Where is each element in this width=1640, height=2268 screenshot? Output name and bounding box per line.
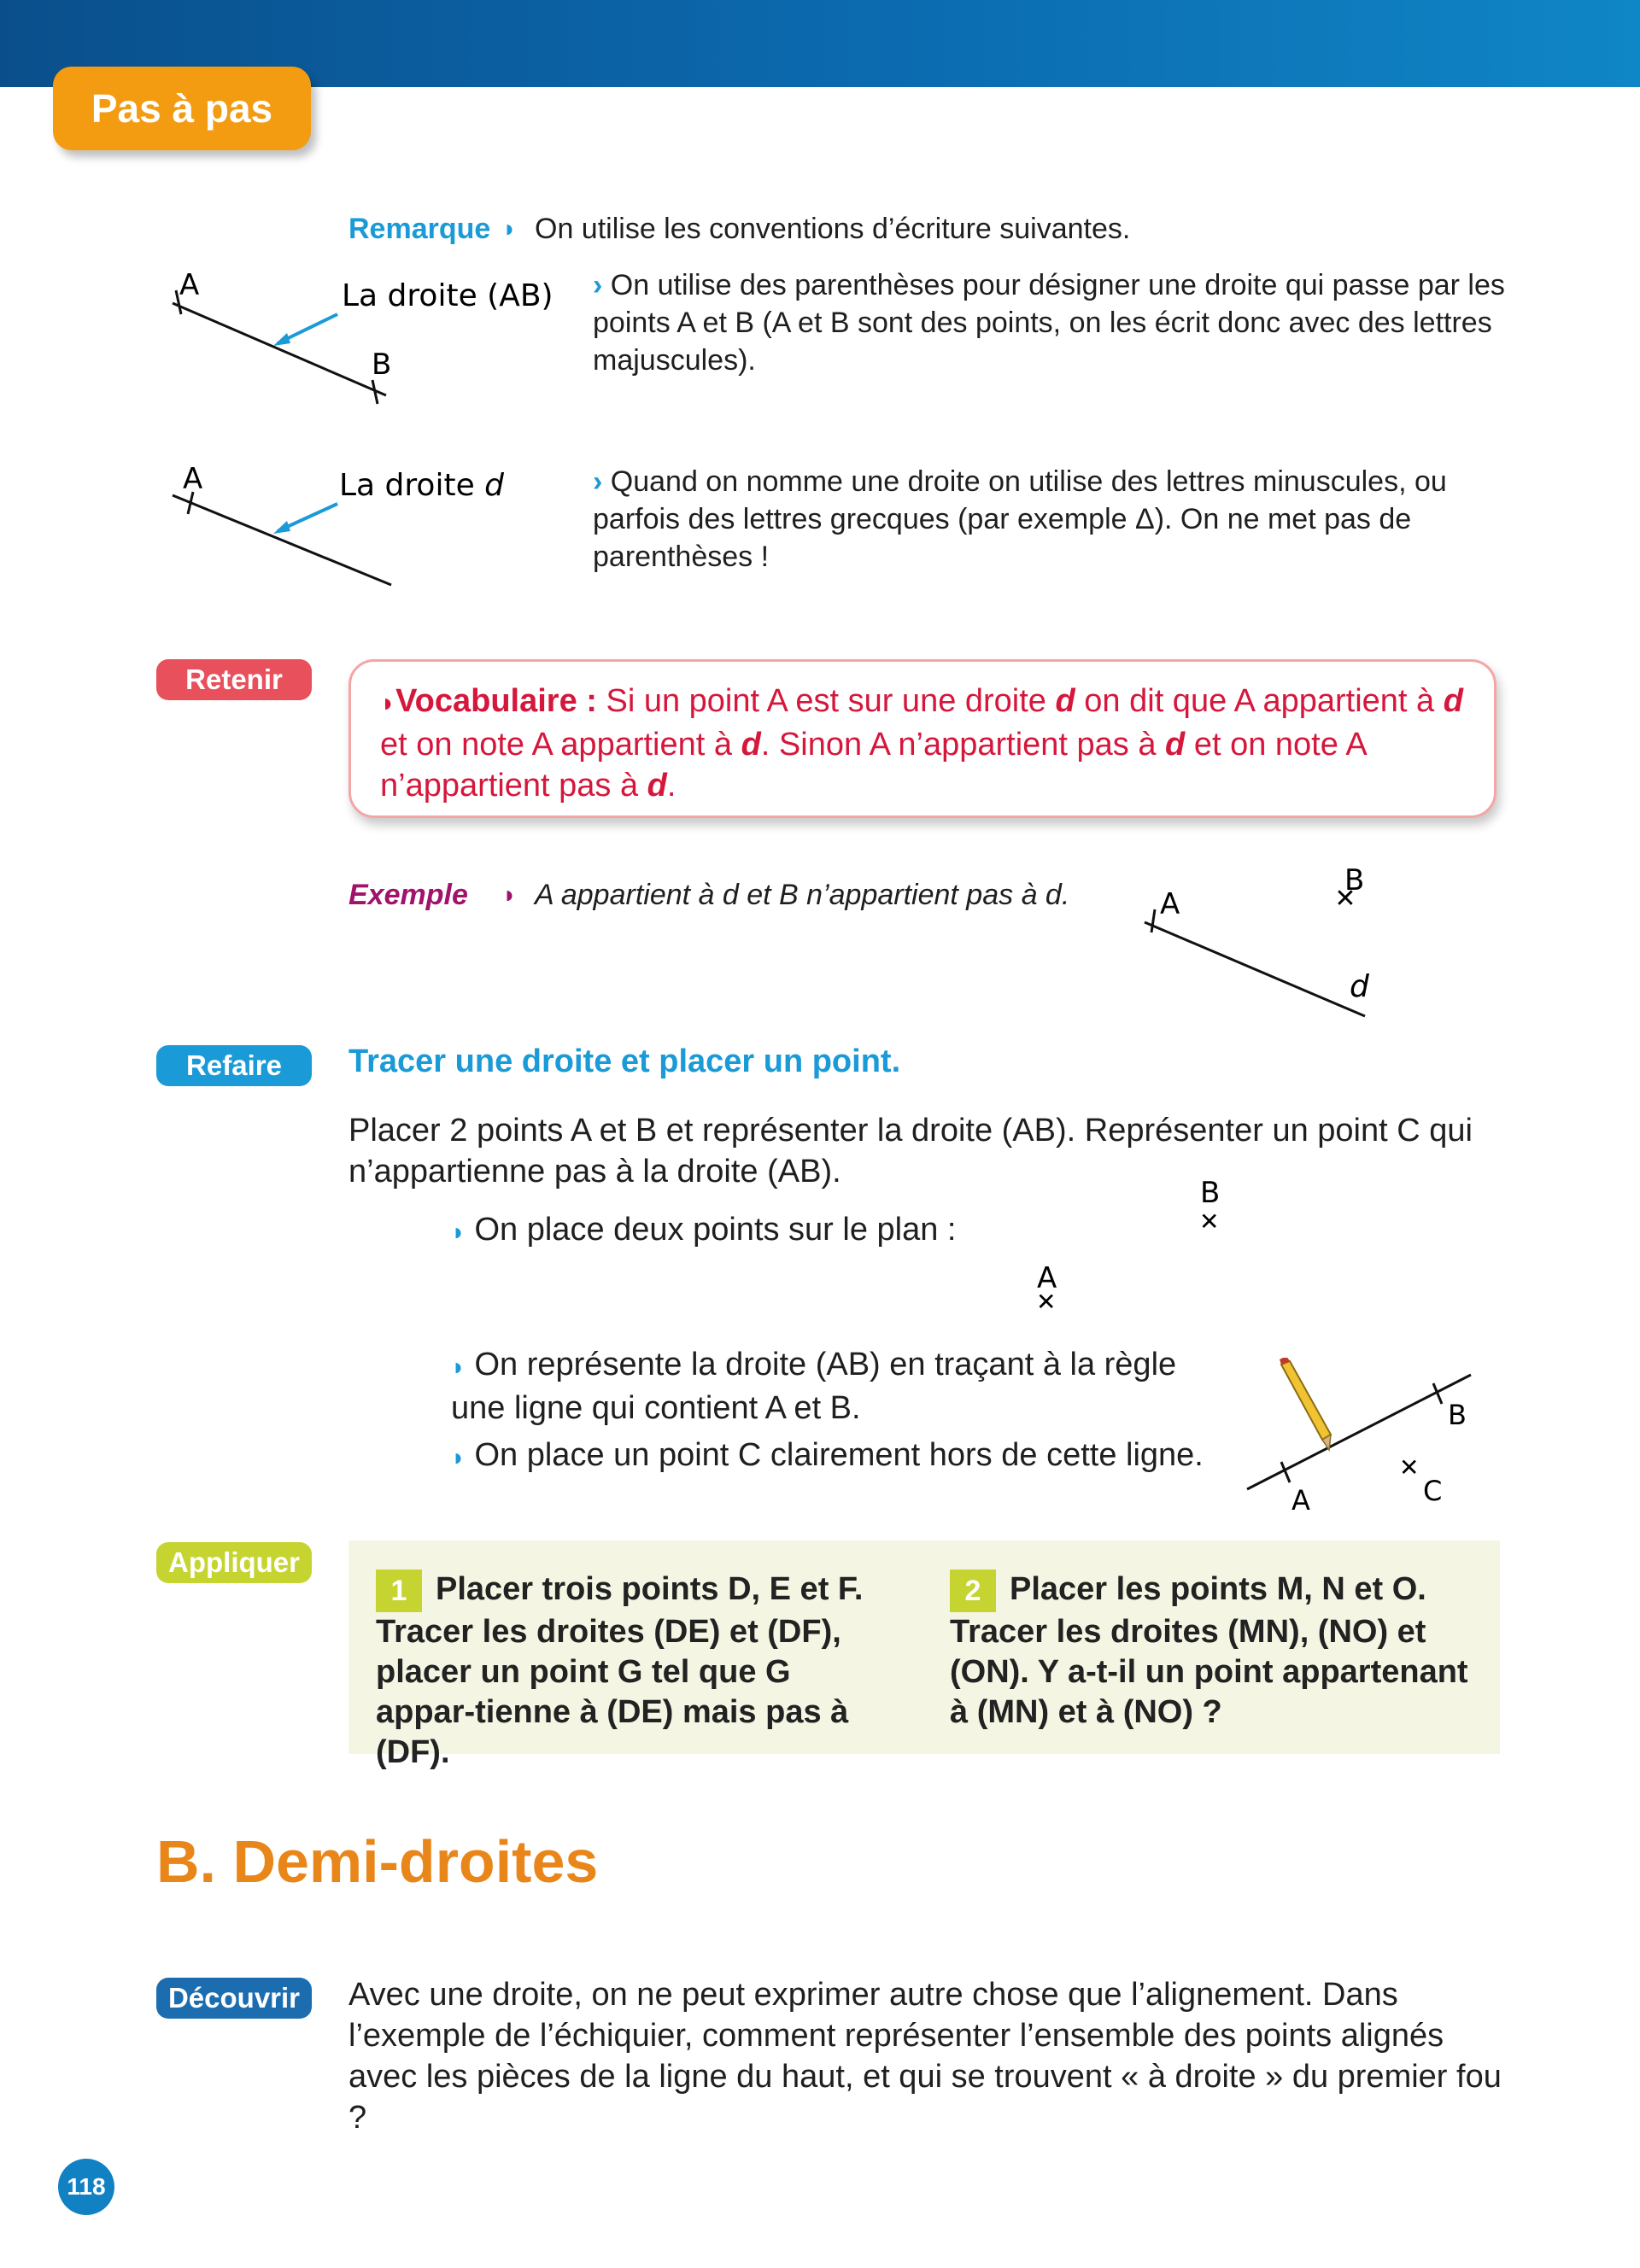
fig1-point-a: A bbox=[179, 268, 200, 302]
refaire-intro: Placer 2 points A et B et représenter la droite (AB). Représenter un point C qui n’appartienne pas à la droite (AB). bbox=[348, 1113, 1473, 1190]
page-number: 118 bbox=[58, 2159, 114, 2215]
refaire-step3: ◗ On place un point C clairement hors de cette ligne. bbox=[451, 1437, 1204, 1473]
section-tab: Pas à pas bbox=[53, 67, 311, 150]
retenir-box: ◗Vocabulaire : Si un point A est sur une droite d on dit que A appartient à d et on note A appartient à d. Sinon A n’appartient pas à d et on note A n’appartient pas à d. bbox=[348, 659, 1496, 818]
fig1-label: La droite (AB) bbox=[342, 278, 554, 313]
decouvrir-text: Avec une droite, on ne peut exprimer autre chose que l’alignement. Dans l’exemple de l’échiquier, comment représenter l’ensemble des points alignés avec les pièces de la ligne du haut, et qui se trouvent « à droite » du premier fou ? bbox=[348, 1977, 1502, 2136]
refaire-label: Refaire bbox=[156, 1045, 312, 1086]
pencil-icon bbox=[1280, 1358, 1331, 1450]
fig-point-c: C bbox=[1423, 1475, 1443, 1507]
ex-point-a: A bbox=[1160, 887, 1180, 921]
ex-point-b: B bbox=[1344, 863, 1365, 897]
placed-point-b: B bbox=[1200, 1176, 1221, 1210]
ex-line-d: d bbox=[1350, 969, 1369, 1004]
cross-mark: ✕ bbox=[1399, 1453, 1420, 1482]
placed-point-a: A bbox=[1037, 1261, 1057, 1295]
cross-mark: ✕ bbox=[1199, 1207, 1220, 1236]
refaire-step2: ◗ On représente la droite (AB) en traçant à la règle une ligne qui contient A et B. bbox=[451, 1347, 1177, 1426]
bullet-icon: ◗ bbox=[502, 215, 517, 242]
exemple-text: A appartient à d et B n’appartient pas à d. bbox=[535, 879, 1070, 911]
exercise-2: 2 Placer les points M, N et O. Tracer les droites (MN), (NO) et (ON). Y a-t-il un point appartenant à (MN) et à (NO) ? bbox=[950, 1571, 1468, 1730]
exemple-label: Exemple bbox=[348, 879, 468, 911]
fig2-point-a: A bbox=[183, 462, 203, 496]
exercise-number: 2 bbox=[950, 1569, 996, 1612]
line-with-pencil-figure bbox=[1239, 1358, 1486, 1520]
remarque-label: Remarque bbox=[348, 213, 491, 245]
section-b-title: B. Demi-droites bbox=[156, 1828, 599, 1895]
exemple-figure bbox=[1136, 854, 1392, 1025]
exercise-number: 1 bbox=[376, 1569, 422, 1612]
fig1-point-b: B bbox=[372, 348, 392, 382]
fig2-explanation: › Quand on nomme une droite on utilise des lettres minuscules, ou parfois des lettres grecques (par exemple Δ). On ne met pas de parenthèses ! bbox=[593, 465, 1447, 573]
exercise-1: 1 Placer trois points D, E et F. Tracer les droites (DE) et (DF), placer un point G tel que G appar-tienne à (DE) mais pas à (DF). bbox=[376, 1571, 864, 1770]
refaire-title: Tracer une droite et placer un point. bbox=[348, 1043, 901, 1079]
fig-point-b: B bbox=[1448, 1399, 1467, 1431]
bullet-icon: ◗ bbox=[502, 881, 517, 908]
figure-line-d bbox=[162, 453, 555, 598]
refaire-step1: ◗ On place deux points sur le plan : bbox=[451, 1212, 957, 1248]
fig1-explanation: › On utilise des parenthèses pour désigner une droite qui passe par les points A et B (A et B sont des points, on les écrit donc avec des lettres majuscules). bbox=[593, 269, 1505, 377]
fig-point-a: A bbox=[1292, 1484, 1310, 1517]
remarque-intro: On utilise les conventions d’écriture suivantes. bbox=[535, 213, 1131, 245]
placed-points-figure bbox=[1008, 1161, 1264, 1324]
cross-mark: ✕ bbox=[1036, 1288, 1057, 1316]
retenir-label: Retenir bbox=[156, 659, 312, 700]
figure-line-ab bbox=[162, 265, 555, 410]
cross-mark: ✕ bbox=[1334, 884, 1356, 914]
fig2-label: La droite d bbox=[339, 468, 505, 503]
decouvrir-label: Découvrir bbox=[156, 1978, 312, 2019]
bullet-icon: ◗ bbox=[380, 689, 396, 717]
appliquer-label: Appliquer bbox=[156, 1542, 312, 1583]
